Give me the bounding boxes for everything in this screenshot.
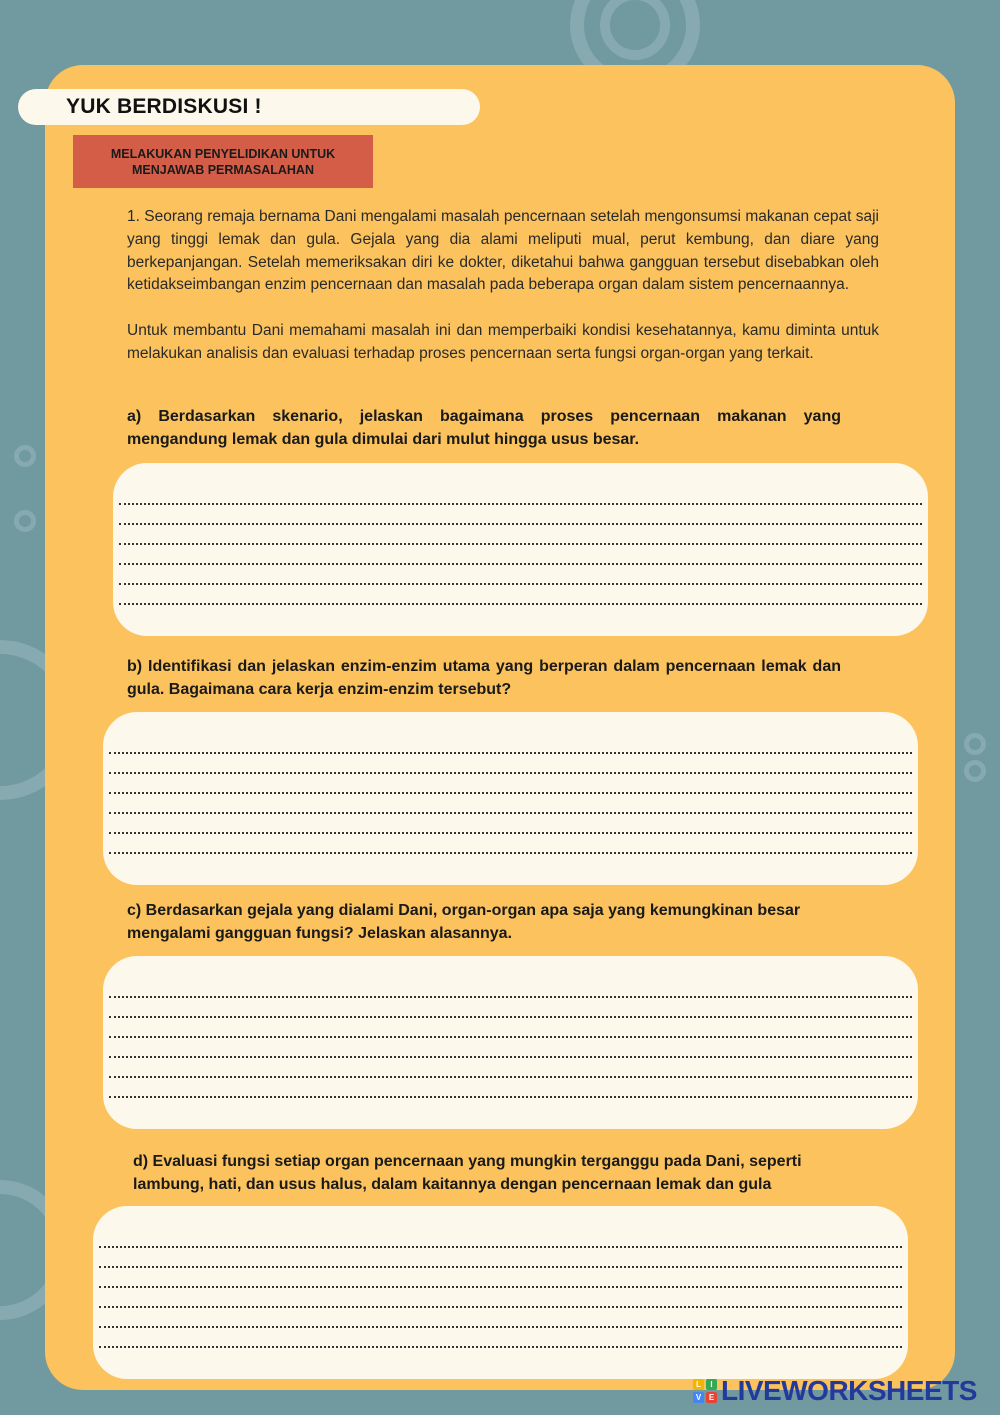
answer-line bbox=[119, 583, 922, 585]
background-dot-decoration bbox=[14, 510, 36, 532]
logo-letter: I bbox=[706, 1379, 717, 1390]
logo-letter: L bbox=[693, 1379, 704, 1390]
answer-box-a[interactable] bbox=[113, 463, 928, 636]
logo-letter: E bbox=[706, 1392, 717, 1403]
section-subtitle-line: MENJAWAB PERMASALAHAN bbox=[132, 163, 314, 177]
section-subtitle-line: MELAKUKAN PENYELIDIKAN UNTUK bbox=[110, 147, 336, 161]
question-a: a) Berdasarkan skenario, jelaskan bagaimana proses pencernaan makanan yang mengandung lemak dan gula dimulai dari mulut hingga usus besar. bbox=[127, 408, 841, 448]
section-subtitle bbox=[73, 135, 373, 188]
answer-line bbox=[109, 812, 912, 814]
answer-line bbox=[119, 603, 922, 605]
answer-line bbox=[99, 1246, 902, 1248]
liveworksheets-logo-icon bbox=[693, 1379, 717, 1403]
answer-line bbox=[109, 772, 912, 774]
logo-letter: V bbox=[693, 1392, 704, 1403]
background-dot-decoration bbox=[964, 733, 986, 755]
answer-line bbox=[99, 1266, 902, 1268]
answer-line bbox=[119, 563, 922, 565]
background-dot-decoration bbox=[14, 445, 36, 467]
answer-box-c[interactable] bbox=[103, 956, 918, 1129]
answer-line bbox=[109, 752, 912, 754]
answer-line bbox=[109, 1056, 912, 1058]
answer-line bbox=[99, 1326, 902, 1328]
answer-line bbox=[109, 996, 912, 998]
watermark-text: LIVEWORKSHEETS bbox=[721, 1375, 977, 1406]
answer-box-d[interactable] bbox=[93, 1206, 908, 1379]
answer-line bbox=[109, 1096, 912, 1098]
page-title: YUK BERDISKUSI ! bbox=[18, 89, 480, 125]
answer-line bbox=[99, 1306, 902, 1308]
liveworksheets-watermark[interactable] bbox=[693, 1374, 977, 1408]
answer-line bbox=[109, 1016, 912, 1018]
background-dot-decoration bbox=[964, 760, 986, 782]
answer-line bbox=[119, 503, 922, 505]
answer-line bbox=[109, 832, 912, 834]
answer-line bbox=[119, 543, 922, 545]
answer-line bbox=[109, 792, 912, 794]
scenario-paragraph: 1. Seorang remaja bernama Dani mengalami masalah pencernaan setelah mengonsumsi makanan cepat saji yang tinggi lemak dan gula. Gejala yang dia alami meliputi mual, perut kembung, dan diare yang berkepanjangan. Setelah memeriksakan diri ke dokter, diketahui bahwa gangguan tersebut disebabkan oleh ketidakseimbangan enzim pencernaan dan masalah pada beberapa organ dalam sistem pencernaannya. bbox=[127, 208, 879, 294]
answer-line bbox=[119, 523, 922, 525]
question-c: c) Berdasarkan gejala yang dialami Dani, organ-organ apa saja yang kemungkinan besar mengalami gangguan fungsi? Jelaskan alasannya. bbox=[127, 902, 801, 942]
scenario-paragraph: Untuk membantu Dani memahami masalah ini dan memperbaiki kondisi kesehatannya, kamu diminta untuk melakukan analisis dan evaluasi terhadap proses pencernaan serta fungsi organ-organ yang terkait. bbox=[127, 322, 879, 362]
answer-line bbox=[99, 1286, 902, 1288]
answer-line bbox=[109, 852, 912, 854]
question-d: d) Evaluasi fungsi setiap organ pencernaan yang mungkin terganggu pada Dani, seperti lambung, hati, dan usus halus, dalam kaitannya dengan pencernaan lemak dan gula bbox=[133, 1153, 802, 1193]
answer-line bbox=[99, 1346, 902, 1348]
answer-line bbox=[109, 1076, 912, 1078]
question-b: b) Identifikasi dan jelaskan enzim-enzim utama yang berperan dalam pencernaan lemak dan gula. Bagaimana cara kerja enzim-enzim tersebut? bbox=[127, 658, 841, 698]
answer-box-b[interactable] bbox=[103, 712, 918, 885]
answer-line bbox=[109, 1036, 912, 1038]
